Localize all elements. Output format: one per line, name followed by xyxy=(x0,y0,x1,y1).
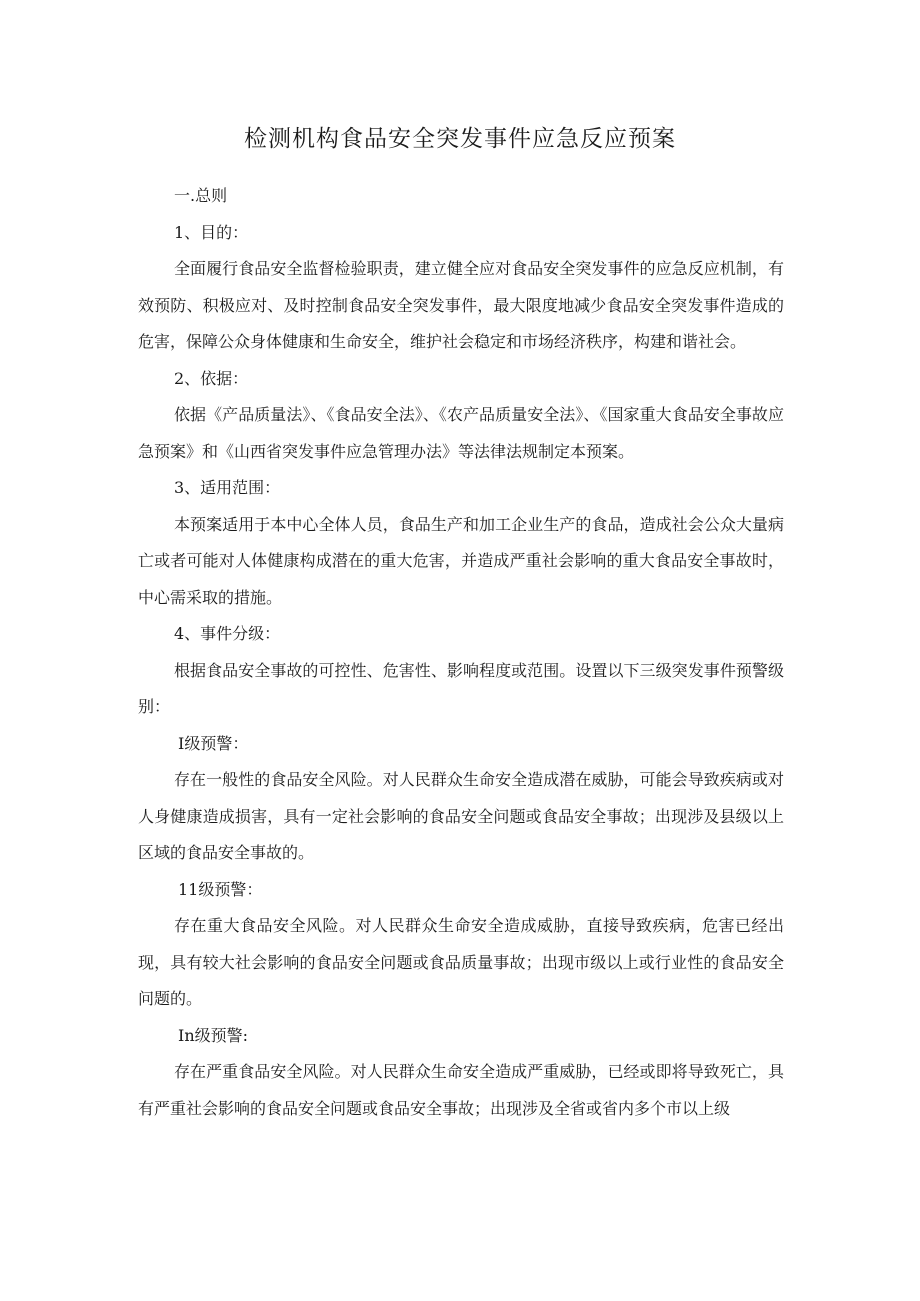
section-heading-general: 一.总则 xyxy=(174,186,228,205)
document-body xyxy=(138,178,784,1127)
paragraph-level-2: 存在重大食品安全风险。对人民群众生命安全造成威胁，直接导致疾病，危害已经出现，具有较大社会影响的食品安全问题或食品质量事故；出现市级以上或行业性的食品安全问题的。 xyxy=(138,916,784,1008)
level-heading-2: 11级预警： xyxy=(178,879,263,899)
document-title: 检测机构食品安全突发事件应急反应预案 xyxy=(244,126,676,152)
paragraph-scope: 本预案适用于本中心全体人员，食品生产和加工企业生产的食品，造成社会公众大量病亡或者可能对人体健康构成潜在的重大危害，并造成严重社会影响的重大食品安全事故时，中心需采取的措施。 xyxy=(138,514,784,607)
paragraph-purpose: 全面履行食品安全监督检验职责，建立健全应对食品安全突发事件的应急反应机制，有效预防、积极应对、及时控制食品安全突发事件，最大限度地减少食品安全突发事件造成的危害，保障公众身体健康和生命安全，维护社会稳定和市场经济秩序，构建和谐社会。 xyxy=(138,259,784,351)
level-heading-3: In级预警: xyxy=(178,1025,249,1045)
paragraph-basis: 依据《产品质量法》、《食品安全法》、《农产品质量安全法》、《国家重大食品安全事故应急预案》和《山西省突发事件应急管理办法》等法律法规制定本预案。 xyxy=(138,405,784,461)
paragraph-level-1: 存在一般性的食品安全风险。对人民群众生命安全造成潜在威胁，可能会导致疾病或对人身健康造成损害，具有一定社会影响的食品安全问题或食品安全事故；出现涉及县级以上区域的食品安全事故的。 xyxy=(138,770,784,862)
subsection-heading-basis: 2、依据： xyxy=(174,368,249,388)
level-heading-1: Ⅰ级预警： xyxy=(178,733,249,753)
paragraph-grading: 根据食品安全事故的可控性、危害性、影响程度或范围。设置以下三级突发事件预警级别： xyxy=(138,660,784,716)
subsection-heading-grading: 4、事件分级： xyxy=(174,624,281,643)
subsection-heading-purpose: 1、目的： xyxy=(174,222,249,242)
paragraph-level-3: 存在严重食品安全风险。对人民群众生命安全造成严重威胁，已经或即将导致死亡，具有严重社会影响的食品安全问题或食品安全事故；出现涉及全省或省内多个市以上级 xyxy=(138,1062,784,1118)
subsection-heading-scope: 3、适用范围： xyxy=(174,478,281,497)
